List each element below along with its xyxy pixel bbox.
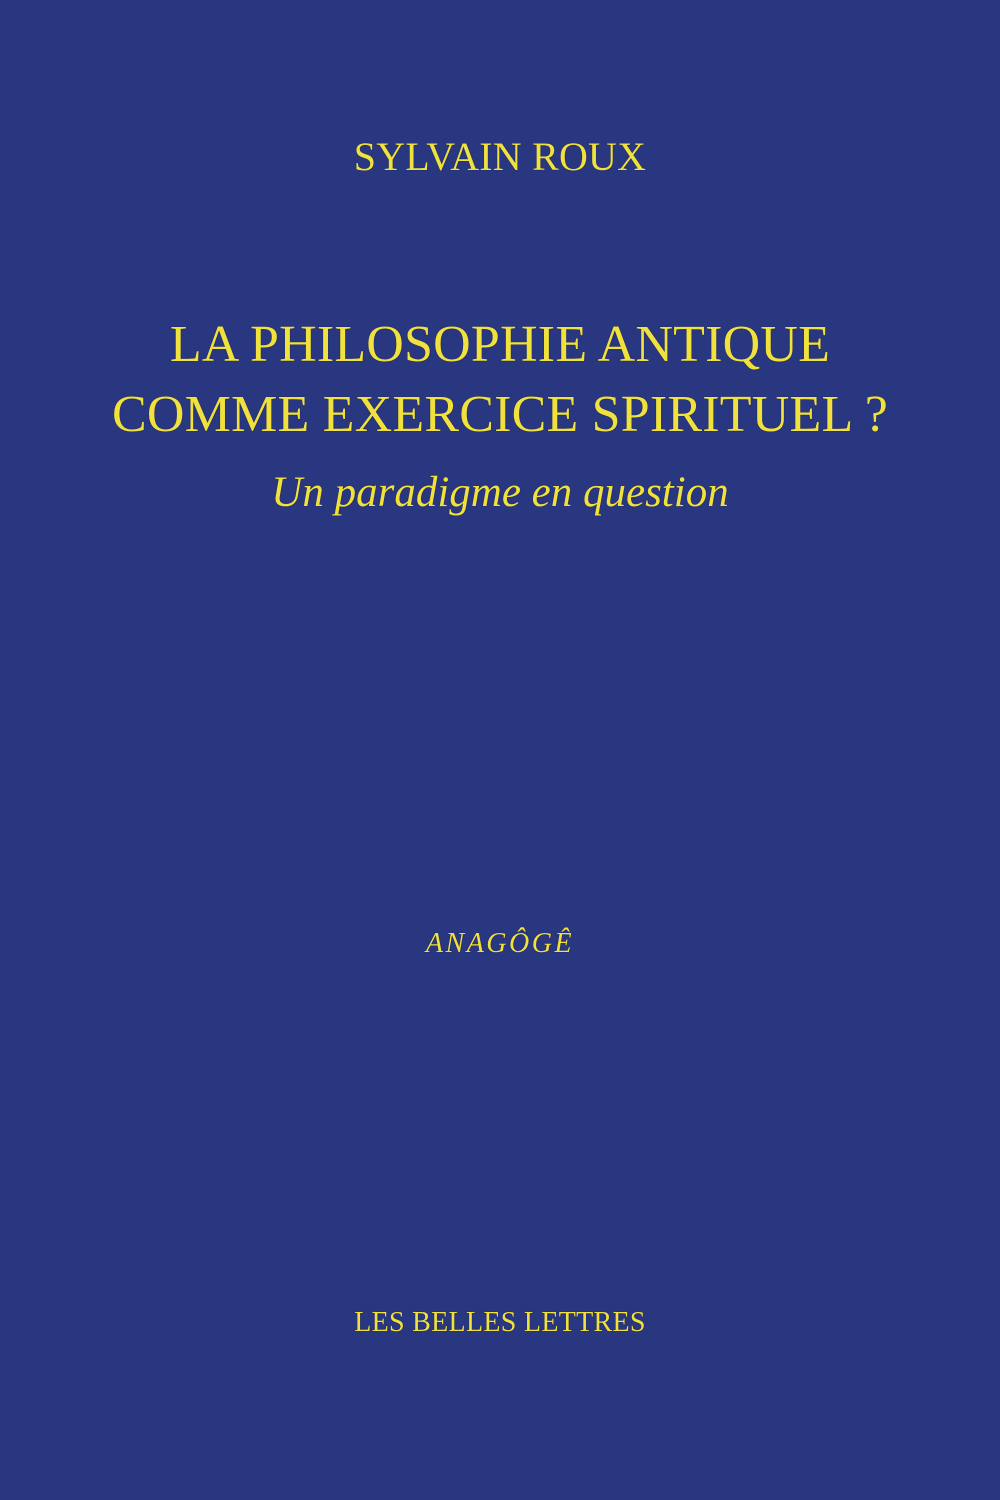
book-title	[0, 310, 1000, 450]
book-title-line-1: LA PHILOSOPHIE ANTIQUE	[169, 316, 831, 373]
series-name: ANAGÔGÊ	[425, 928, 575, 959]
author-name: SYLVAIN ROUX	[353, 134, 647, 179]
publisher-name: LES BELLES LETTRES	[354, 1307, 646, 1338]
book-subtitle: Un paradigme en question	[271, 469, 729, 516]
book-title-line-2: COMME EXERCICE SPIRITUEL ?	[111, 386, 889, 443]
